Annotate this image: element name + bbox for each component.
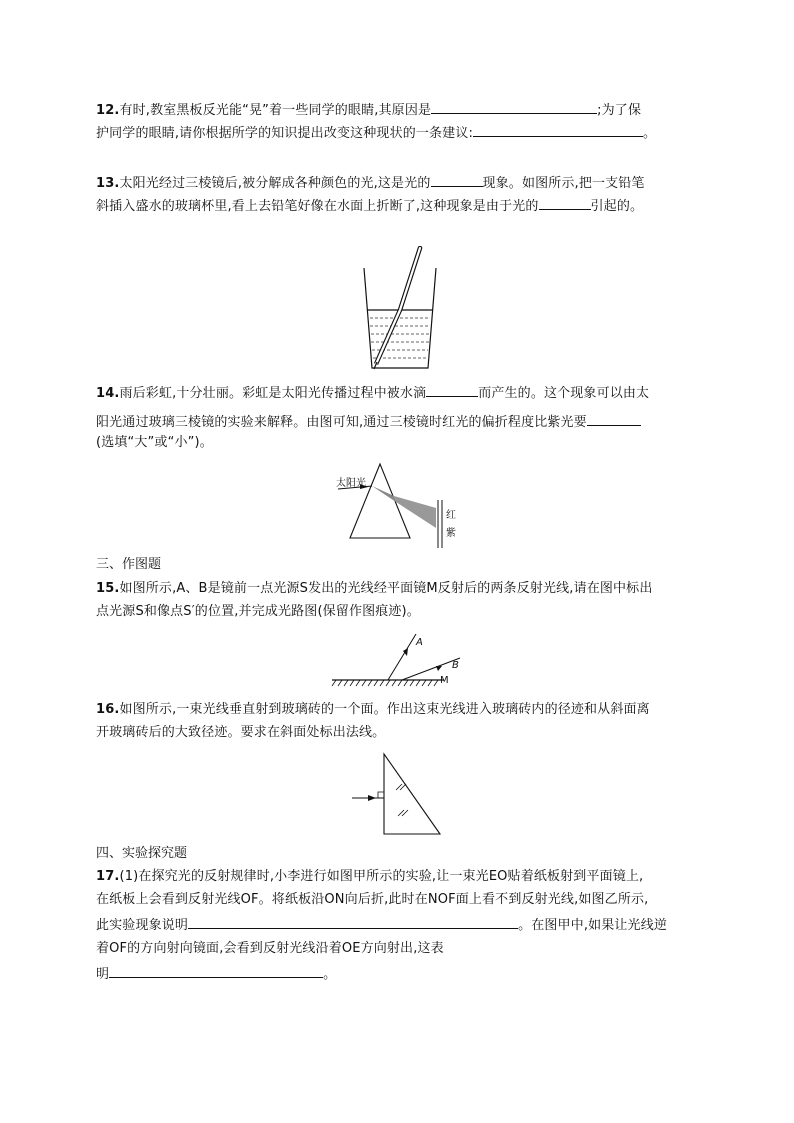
- q17-text1: (1)在探究光的反射规律时,小李进行如图甲所示的实验,让一束光EO贴着纸板射到平面镜上,: [119, 869, 644, 884]
- q12-line1: [96, 100, 641, 120]
- red-label: 红: [446, 510, 456, 521]
- q17-text5a: 明: [96, 967, 110, 982]
- q14-text2a: 阳光通过玻璃三棱镜的实验来解释。由图可知,通过三棱镜时红光的偏折程度比紫光要: [96, 415, 587, 430]
- q14-number: 14.: [96, 386, 120, 401]
- q16-line2: [96, 724, 385, 742]
- q13-line2: [96, 196, 643, 216]
- q13-line1: [96, 173, 645, 193]
- q17-line4: [96, 940, 444, 958]
- q17-text3a: 此实验现象说明: [96, 918, 189, 933]
- q12-text1b: ;为了保: [597, 103, 642, 118]
- q15-text2: 点光源S和像点S′的位置,并完成光路图(保留作图痕迹)。: [96, 604, 420, 619]
- purple-label: 紫: [446, 528, 456, 539]
- q16-number: 16.: [96, 702, 120, 717]
- glass-brick-figure: [348, 752, 444, 838]
- mirror-m-label: M: [440, 675, 449, 686]
- q13-number: 13.: [96, 176, 120, 191]
- q13-answer-blank-1[interactable]: [431, 173, 483, 187]
- q15-line2: [96, 603, 420, 621]
- sunlight-label: 太阳光: [336, 478, 366, 489]
- q14-text1b: 而产生的。这个现象可以由太: [478, 386, 650, 401]
- q17-line1: [96, 868, 643, 886]
- q12-text2b: 。: [643, 126, 657, 141]
- q17-answer-blank-2[interactable]: [109, 964, 323, 978]
- q12-number: 12.: [96, 103, 120, 118]
- q13-text2a: 斜插入盛水的玻璃杯里,看上去铅笔好像在水面上折断了,这种现象是由于光的: [96, 199, 539, 214]
- q13-text2b: 引起的。: [590, 199, 644, 214]
- q17-text2: 在纸板上会看到反射光线OF。将纸板沿ON向后折,此时在NOF面上看不到反射光线,如图乙所示,: [96, 892, 649, 907]
- q17-answer-blank-1[interactable]: [188, 915, 518, 929]
- glass-pencil-figure: [362, 246, 442, 372]
- q14-line1: [96, 383, 649, 403]
- q16-line1: [96, 701, 650, 719]
- section-drawing-title: 三、作图题: [96, 557, 162, 572]
- q13-answer-blank-2[interactable]: [539, 196, 591, 210]
- section-experiment-title: 四、实验探究题: [96, 846, 188, 861]
- q17-text4: 着OF的方向射向镜面,会看到反射光线沿着OE方向射出,这表: [96, 941, 444, 956]
- q17-number: 17.: [96, 869, 120, 884]
- q12-text1a: 有时,教室黑板反光能“晃”着一些同学的眼睛,其原因是: [119, 103, 432, 118]
- ray-a-label: A: [416, 637, 423, 648]
- q12-answer-blank-2[interactable]: [473, 123, 643, 137]
- q17-line2: [96, 891, 648, 909]
- q16-text1: 如图所示,一束光线垂直射到玻璃砖的一个面。作出这束光线进入玻璃砖内的径迹和从斜面离: [119, 702, 650, 717]
- q16-text2: 开玻璃砖后的大致径迹。要求在斜面处标出法线。: [96, 725, 386, 740]
- q14-answer-blank-1[interactable]: [426, 383, 478, 397]
- q15-number: 15.: [96, 581, 120, 596]
- q14-text3: (选填“大”或“小”)。: [96, 435, 213, 450]
- q12-line2: [96, 123, 656, 143]
- q14-line3: [96, 434, 213, 452]
- q17-text3b: 。在图甲中,如果让光线逆: [518, 918, 667, 933]
- q15-text1: 如图所示,A、B是镜前一点光源S发出的光线经平面镜M反射后的两条反射光线,请在图中标出: [119, 581, 653, 596]
- q14-answer-blank-2[interactable]: [587, 412, 641, 426]
- q13-text1a: 太阳光经过三棱镜后,被分解成各种颜色的光,这是光的: [119, 176, 431, 191]
- q15-line1: [96, 580, 652, 598]
- ray-b-label: B: [452, 660, 459, 671]
- q14-text1a: 雨后彩虹,十分壮丽。彩虹是太阳光传播过程中被水滴: [119, 386, 427, 401]
- q12-answer-blank-1[interactable]: [431, 100, 597, 114]
- q17-line3: [96, 915, 667, 935]
- q14-line2: [96, 412, 641, 432]
- q12-text2a: 护同学的眼睛,请你根据所学的知识提出改变这种现状的一条建议:: [96, 126, 474, 141]
- q17-text5b: 。: [323, 967, 337, 982]
- mirror-figure: [330, 630, 470, 690]
- q17-line5: [96, 964, 336, 984]
- q13-text1b: 现象。如图所示,把一支铅笔: [482, 176, 645, 191]
